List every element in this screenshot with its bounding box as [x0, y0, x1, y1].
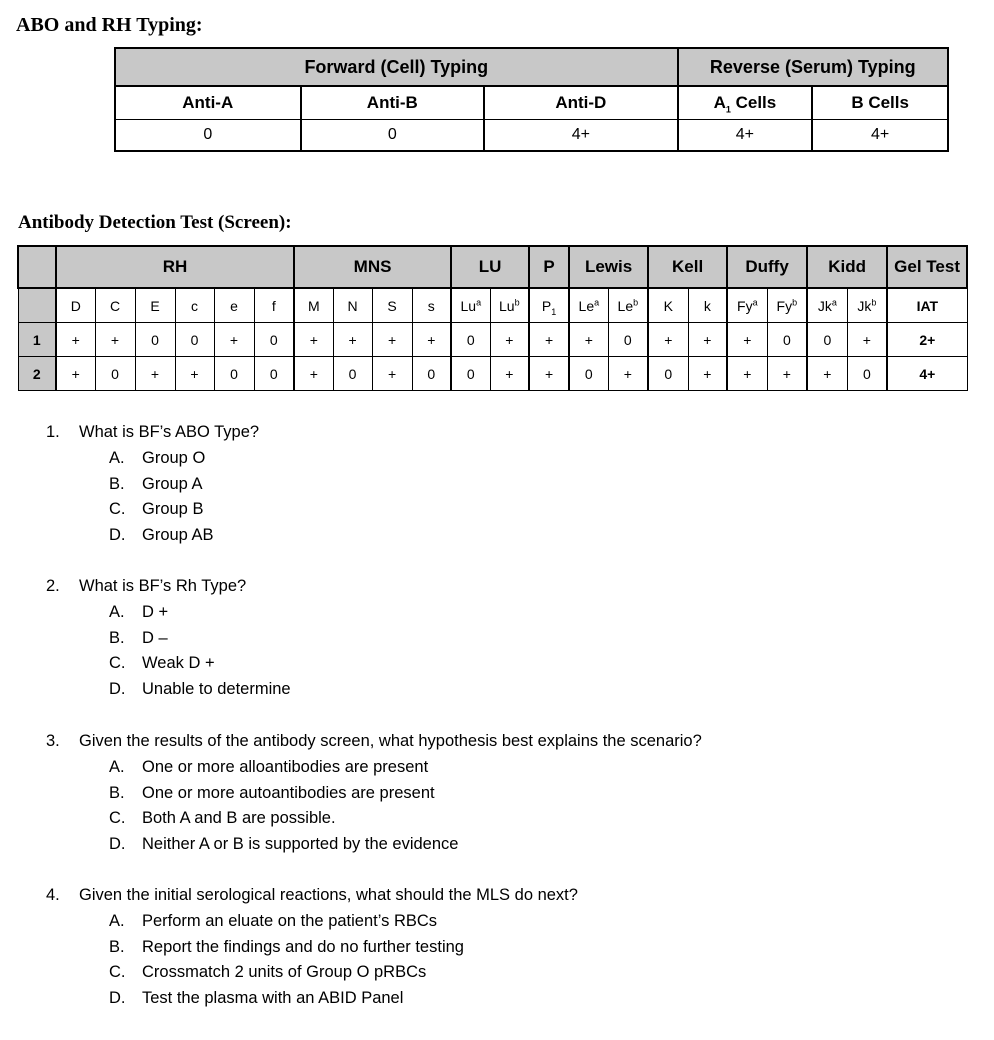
option-text: Neither A or B is supported by the evidence [142, 835, 459, 854]
option-text: Group A [142, 474, 203, 493]
abo-typing-table [114, 47, 949, 152]
option-letter: C. [109, 654, 126, 673]
answer-option [46, 497, 259, 523]
option-letter: D. [109, 526, 126, 545]
reaction-cell: 0 [254, 357, 294, 391]
reaction-cell: 0 [807, 323, 847, 357]
row-number: 1 [18, 323, 56, 357]
b-cells-label: B Cells [812, 86, 948, 120]
group-p: P [529, 246, 569, 288]
option-letter: D. [109, 680, 126, 699]
reaction-cell: + [56, 357, 95, 391]
antigen-leb: Le$^b$ [608, 288, 648, 323]
reaction-cell: + [648, 323, 688, 357]
option-letter: A. [109, 911, 125, 930]
reaction-cell: + [529, 357, 569, 391]
answer-option [46, 755, 702, 781]
gel-result: 4+ [887, 357, 967, 391]
question-stem [46, 420, 259, 446]
question-4 [46, 883, 578, 1012]
reaction-cell: 0 [451, 357, 490, 391]
option-letter: C. [109, 809, 126, 828]
reaction-cell: + [529, 323, 569, 357]
option-text: One or more alloantibodies are present [142, 757, 429, 776]
question-number: 4. [46, 886, 60, 904]
antigen-fya: Fy$^a$ [727, 288, 767, 323]
reaction-cell: 0 [254, 323, 294, 357]
reaction-cell: + [214, 323, 254, 357]
antigen-E: E [135, 288, 175, 323]
reaction-cell: + [56, 323, 95, 357]
option-text: Perform an eluate on the patient’s RBCs [142, 911, 438, 930]
question-text: What is BF’s Rh Type? [79, 577, 247, 595]
antigen-e: e [214, 288, 254, 323]
reaction-cell: 0 [95, 357, 135, 391]
reverse-typing-header: Reverse (Serum) Typing [678, 48, 948, 86]
reaction-cell: + [767, 357, 807, 391]
antibody-screen-table [17, 245, 968, 391]
option-text: D – [142, 628, 168, 647]
reaction-cell: 0 [648, 357, 688, 391]
reaction-cell: 0 [608, 323, 648, 357]
reaction-cell: + [294, 357, 333, 391]
question-1 [46, 420, 259, 549]
option-text: Both A and B are possible. [142, 809, 336, 828]
option-letter: D. [109, 989, 126, 1008]
antigen-s: s [412, 288, 451, 323]
answer-option [46, 781, 702, 807]
answer-option [46, 472, 259, 498]
question-stem [46, 574, 291, 600]
a1-cells-value: 4+ [678, 120, 813, 152]
reaction-cell: + [688, 357, 727, 391]
option-letter: D. [109, 835, 126, 854]
group-gel-test: Gel Test [887, 246, 967, 288]
forward-typing-header: Forward (Cell) Typing [115, 48, 678, 86]
question-text: Given the results of the antibody screen, what hypothesis best explains the scenario? [79, 732, 702, 750]
reaction-cell: + [135, 357, 175, 391]
antigen-fyb: Fy$^b$ [767, 288, 807, 323]
reaction-cell: + [490, 323, 529, 357]
gel-result: 2+ [887, 323, 967, 357]
reaction-cell: 0 [333, 357, 372, 391]
antigen-p1: $P_1$ [529, 288, 569, 323]
group-lu: LU [451, 246, 529, 288]
anti-a-value: 0 [115, 120, 301, 152]
option-text: Report the findings and do no further testing [142, 937, 464, 956]
reaction-cell: + [372, 323, 412, 357]
option-text: D + [142, 602, 169, 621]
option-letter: B. [109, 628, 125, 647]
question-3 [46, 729, 702, 858]
answer-option [46, 600, 291, 626]
option-letter: A. [109, 448, 125, 467]
option-text: Unable to determine [142, 680, 291, 699]
answer-option [46, 446, 259, 472]
group-lewis: Lewis [569, 246, 648, 288]
reaction-cell: + [608, 357, 648, 391]
option-letter: A. [109, 602, 125, 621]
option-letter: B. [109, 937, 125, 956]
antigen-row-label [18, 288, 56, 323]
reaction-cell: 0 [214, 357, 254, 391]
screen-section-title: Antibody Detection Test (Screen): [18, 212, 292, 233]
anti-d-label: Anti-D [484, 86, 678, 120]
group-kell: Kell [648, 246, 727, 288]
question-text: What is BF’s ABO Type? [79, 423, 260, 441]
reaction-cell: + [847, 323, 887, 357]
reaction-cell: + [569, 323, 608, 357]
reaction-cell: + [727, 357, 767, 391]
reaction-cell: + [294, 323, 333, 357]
option-text: Group O [142, 448, 206, 467]
option-letter: C. [109, 500, 126, 519]
reaction-cell: + [807, 357, 847, 391]
answer-option [46, 960, 578, 986]
option-text: Group B [142, 500, 204, 519]
reaction-cell: + [372, 357, 412, 391]
reaction-cell: + [175, 357, 214, 391]
reaction-cell: 0 [569, 357, 608, 391]
reaction-cell: + [688, 323, 727, 357]
question-stem [46, 883, 578, 909]
option-text: Crossmatch 2 units of Group O pRBCs [142, 963, 427, 982]
reaction-cell: + [490, 357, 529, 391]
antigen-jka: Jk$^a$ [807, 288, 847, 323]
option-letter: A. [109, 757, 125, 776]
answer-option [46, 651, 291, 677]
question-2 [46, 574, 291, 703]
reaction-cell: 0 [412, 357, 451, 391]
antigen-lua: Lu$^a$ [451, 288, 490, 323]
group-kidd: Kidd [807, 246, 887, 288]
antigen-lub: Lu$^b$ [490, 288, 529, 323]
option-letter: B. [109, 474, 125, 493]
reaction-cell: 0 [135, 323, 175, 357]
option-letter: C. [109, 963, 126, 982]
antigen-f: f [254, 288, 294, 323]
group-mns: MNS [294, 246, 451, 288]
table-row [18, 323, 967, 357]
group-duffy: Duffy [727, 246, 807, 288]
antigen-c: c [175, 288, 214, 323]
table-row [18, 357, 967, 391]
anti-b-value: 0 [301, 120, 485, 152]
antigen-D: D [56, 288, 95, 323]
reaction-cell: 0 [847, 357, 887, 391]
reaction-cell: + [333, 323, 372, 357]
answer-option [46, 935, 578, 961]
answer-option [46, 677, 291, 703]
antigen-K: K [648, 288, 688, 323]
option-letter: B. [109, 783, 125, 802]
antigen-header-row [18, 288, 967, 323]
row-number: 2 [18, 357, 56, 391]
reaction-cell: 0 [175, 323, 214, 357]
answer-option [46, 986, 578, 1012]
option-text: One or more autoantibodies are present [142, 783, 435, 802]
question-stem [46, 729, 702, 755]
question-number: 3. [46, 732, 60, 750]
answer-option [46, 626, 291, 652]
corner-cell [18, 246, 56, 288]
anti-d-value: 4+ [484, 120, 678, 152]
a1-cells-label: $A_1$ Cells [678, 86, 813, 120]
antigen-S: S [372, 288, 412, 323]
reaction-cell: + [727, 323, 767, 357]
antigen-k: k [688, 288, 727, 323]
answer-option [46, 832, 702, 858]
reaction-cell: 0 [451, 323, 490, 357]
reaction-cell: 0 [767, 323, 807, 357]
reaction-cell: + [412, 323, 451, 357]
answer-option [46, 523, 259, 549]
question-text: Given the initial serological reactions, what should the MLS do next? [79, 886, 578, 904]
anti-a-label: Anti-A [115, 86, 301, 120]
antigen-iat: IAT [887, 288, 967, 323]
antigen-C: C [95, 288, 135, 323]
option-text: Test the plasma with an ABID Panel [142, 989, 404, 1008]
antigen-N: N [333, 288, 372, 323]
question-number: 1. [46, 423, 60, 441]
abo-section-title: ABO and RH Typing: [16, 14, 203, 36]
anti-b-label: Anti-B [301, 86, 485, 120]
antigen-M: M [294, 288, 333, 323]
antigen-jkb: Jk$^b$ [847, 288, 887, 323]
antigen-lea: Le$^a$ [569, 288, 608, 323]
group-rh: RH [56, 246, 294, 288]
reaction-cell: + [95, 323, 135, 357]
answer-option [46, 806, 702, 832]
option-text: Weak D + [142, 654, 215, 673]
b-cells-value: 4+ [812, 120, 948, 152]
answer-option [46, 909, 578, 935]
question-number: 2. [46, 577, 60, 595]
option-text: Group AB [142, 526, 214, 545]
